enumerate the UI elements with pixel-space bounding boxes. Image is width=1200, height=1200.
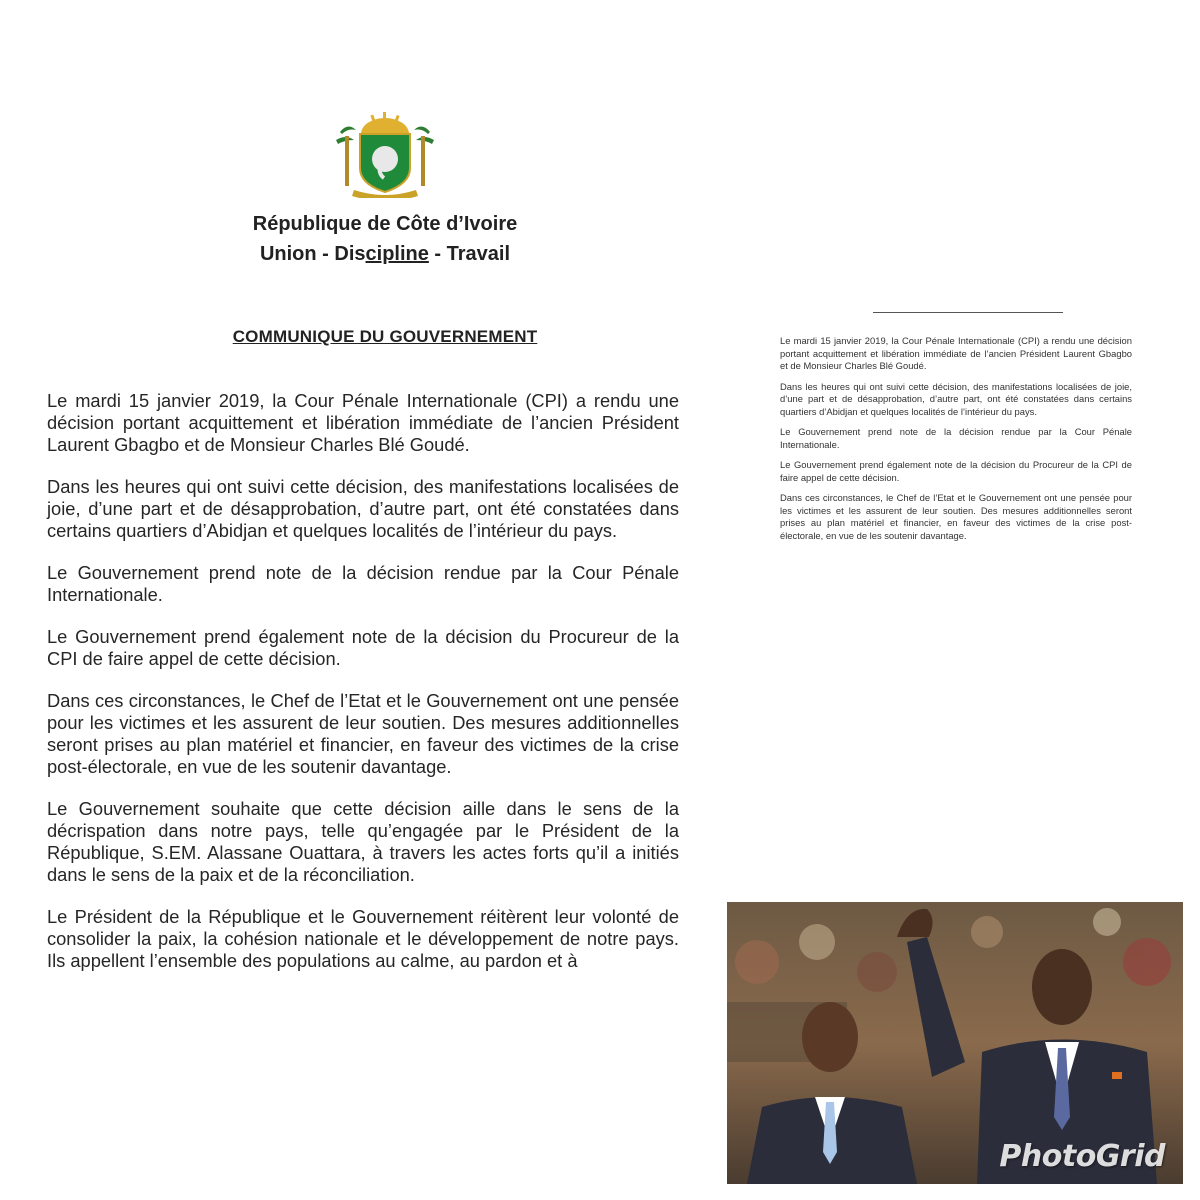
- copy-paragraph-3: Le Gouvernement prend note de la décision rendue par la Cour Pénale Internationale.: [780, 426, 1132, 450]
- national-motto: [170, 243, 600, 266]
- paragraph-6: Le Gouvernement souhaite que cette décision aille dans le sens de la décrispation dans notre pays, telle qu’engagée par le Président de la République, S.EM. Alassane Ouattara, à travers les actes forts qu’il a initiés dans le sens de la paix et de la réconciliation.: [47, 798, 679, 885]
- divider-line: [873, 312, 1063, 313]
- document-copy-excerpt: [780, 335, 1132, 550]
- photogrid-watermark: PhotoGrid: [999, 1139, 1165, 1174]
- copy-paragraph-4: Le Gouvernement prend également note de la décision du Procureur de la CPI de faire appel de cette décision.: [780, 459, 1132, 483]
- motto-part-3: - Travail: [428, 243, 511, 265]
- paragraph-1: Le mardi 15 janvier 2019, la Cour Pénale Internationale (CPI) a rendu une décision portant acquittement et libération immédiate de l’ancien Président Laurent Gbagbo et de Monsieur Charles Blé Goudé.: [47, 390, 679, 455]
- photo: [727, 902, 1183, 1184]
- paragraph-7: Le Président de la République et le Gouvernement réitèrent leur volonté de consolider la paix, la cohésion nationale et le développement de notre pays. Ils appellent l’ensemble des populations au calme, au pardon et à: [47, 906, 679, 971]
- paragraph-5: Dans ces circonstances, le Chef de l’Etat et le Gouvernement ont une pensée pour les victimes et les assurent de leur soutien. Des mesures additionnelles seront prises au plan matériel et financier, en faveur des victimes de la crise post-électorale, en vue de les soutenir davantage.: [47, 690, 679, 777]
- motto-part-2: cipline: [365, 243, 429, 265]
- paragraph-2: Dans les heures qui ont suivi cette décision, des manifestations localisées de joie, d’une part et de désapprobation, d’autre part, ont été constatées dans certains quartiers d’Abidjan et quelques localités de l’intérieur du pays.: [47, 476, 679, 541]
- copy-paragraph-1: Le mardi 15 janvier 2019, la Cour Pénale Internationale (CPI) a rendu une décision portant acquittement et libération immédiate de l’ancien Président Laurent Gbagbo et de Monsieur Charles Blé Goudé.: [780, 335, 1132, 371]
- republic-name: République de Côte d’Ivoire: [252, 213, 518, 235]
- document-title: COMMUNIQUE DU GOUVERNEMENT: [232, 327, 538, 346]
- document-body: [47, 390, 679, 992]
- paragraph-4: Le Gouvernement prend également note de la décision du Procureur de la CPI de faire appel de cette décision.: [47, 626, 679, 669]
- paragraph-3: Le Gouvernement prend note de la décision rendue par la Cour Pénale Internationale.: [47, 562, 679, 605]
- motto-part-1: Union - Dis: [259, 243, 366, 265]
- copy-paragraph-2: Dans les heures qui ont suivi cette décision, des manifestations localisées de joie, d’une part et de désapprobation, d’autre part, ont été constatées dans certains quartiers d’Abidjan et quelques localités de l’intérieur du pays.: [780, 380, 1132, 417]
- copy-paragraph-5: Dans ces circonstances, le Chef de l’Etat et le Gouvernement ont une pensée pour les victimes et les assurent de leur soutien. Des mesures additionnelles seront prises au plan matériel et financier, en faveur des victimes de la crise post-électorale, en vue de les soutenir davantage.: [780, 492, 1132, 541]
- coat-of-arms-icon: [326, 112, 444, 198]
